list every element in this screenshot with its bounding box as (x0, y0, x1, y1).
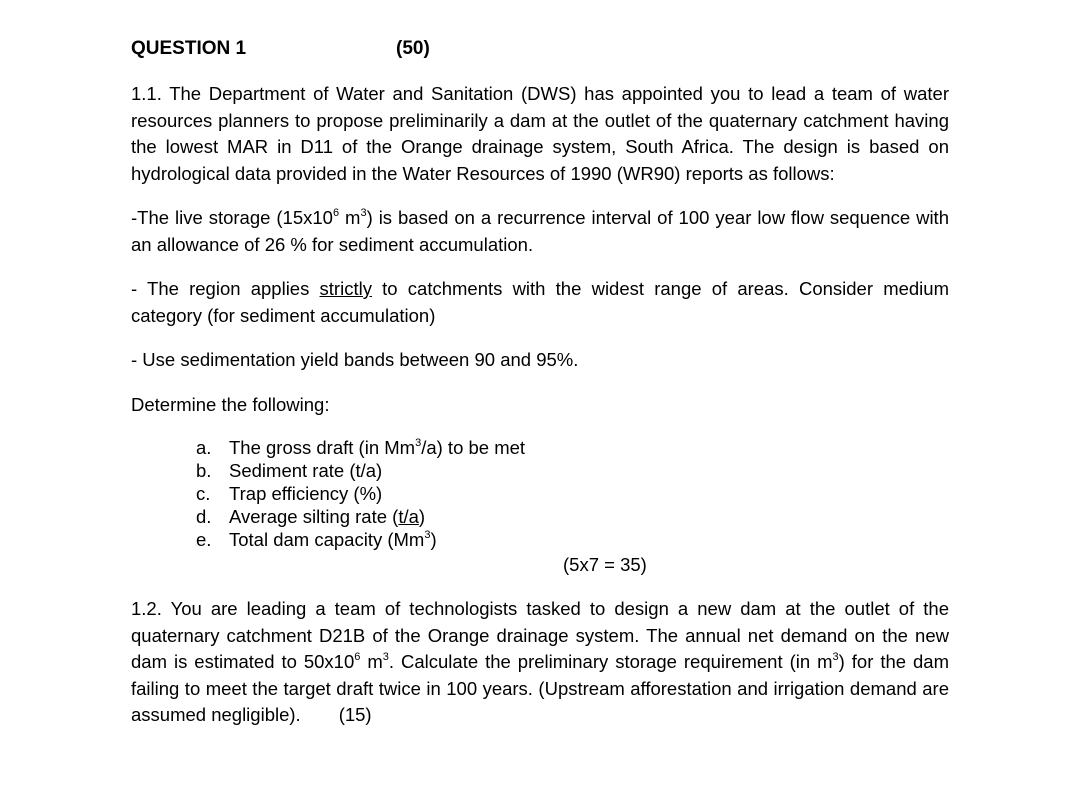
q1-1-region-note (131, 276, 949, 329)
question-total-marks: (50) (396, 38, 430, 59)
list-item-letter: a. (196, 437, 212, 458)
list-item-text: Sediment rate (t/a) (229, 460, 383, 481)
list-item-text (229, 505, 425, 528)
list-item (196, 482, 949, 505)
list-item (196, 505, 949, 528)
item-d-text-b: ) (418, 506, 426, 527)
q1-2-sup-2: 3 (382, 650, 389, 663)
q1-2-text-c: . Calculate the preliminary storage requirement (in m (388, 651, 833, 672)
q1-1-task-list (196, 436, 949, 551)
q1-2-sup-3: 3 (832, 650, 839, 663)
item-e-text-a: Total dam capacity (Mm (229, 529, 425, 550)
q1-2-text-d: ) for the dam failing to meet the target draft twice in 100 years. (Upstream afforestation and irrigation demand are assumed negligible). (131, 651, 949, 725)
list-item-letter: b. (196, 460, 212, 481)
live-storage-text-b: m (339, 207, 361, 228)
q1-1-live-storage-note (131, 205, 949, 258)
q1-1-subtotal-marks: (5x7 = 35) (563, 554, 647, 575)
list-item (196, 459, 949, 482)
region-text-a: - The region applies (131, 278, 320, 299)
question-heading (131, 36, 949, 62)
item-e-text-b: ) (430, 529, 437, 550)
list-item-letter: d. (196, 506, 212, 527)
live-storage-sup-1: 6 (332, 206, 340, 219)
q1-2-text-b: m (360, 651, 383, 672)
item-e-sup: 3 (424, 528, 431, 541)
item-a-text-a: The gross draft (in Mm (229, 437, 416, 458)
question-title: QUESTION 1 (131, 38, 247, 59)
q1-1-yield-band-note: - Use sedimentation yield bands between 90 and 95%. (131, 349, 579, 370)
q1-2-text-a: 1.2. You are leading a team of technologists tasked to design a new dam at the outlet of the quaternary catchment D21B of the Orange drainage system. The annual net demand on the new dam is estimated to 50x10 (131, 598, 949, 672)
live-storage-text-a: -The live storage (15x10 (131, 207, 333, 228)
list-item (196, 528, 949, 551)
item-d-text-a: Average silting rate ( (229, 506, 399, 527)
q1-2-marks: (15) (338, 704, 372, 725)
q1-1-determine-label: Determine the following: (131, 393, 330, 415)
question-document (131, 36, 949, 729)
item-d-underlined: t/a (398, 506, 419, 527)
list-item-letter: c. (196, 483, 211, 504)
list-item-text (229, 436, 525, 459)
region-underlined-word: strictly (319, 278, 372, 299)
q1-2-question (131, 596, 949, 729)
list-item-text (229, 528, 437, 551)
list-item-text: Trap efficiency (%) (229, 483, 383, 504)
item-a-sup: 3 (415, 436, 422, 449)
q1-2-sup-1: 6 (354, 650, 361, 663)
live-storage-text-c: ) is based on a recurrence interval of 100 year low flow sequence with an allowance of 26 % for sediment accumulation. (131, 207, 949, 255)
live-storage-sup-2: 3 (360, 206, 367, 219)
region-text-b: to catchments with the widest range of areas. Consider medium category (for sediment accumulation) (131, 278, 949, 326)
item-a-text-b: /a) to be met (421, 437, 526, 458)
list-item-letter: e. (196, 529, 212, 550)
list-item (196, 436, 949, 459)
q1-1-intro: 1.1. The Department of Water and Sanitation (DWS) has appointed you to lead a team of water resources planners to propose preliminarily a dam at the outlet of the quaternary catchment having the lowest MAR in D11 of the Orange drainage system, South Africa. The design is based on hydrological data provided in the Water Resources of 1990 (WR90) reports as follows: (131, 83, 949, 184)
